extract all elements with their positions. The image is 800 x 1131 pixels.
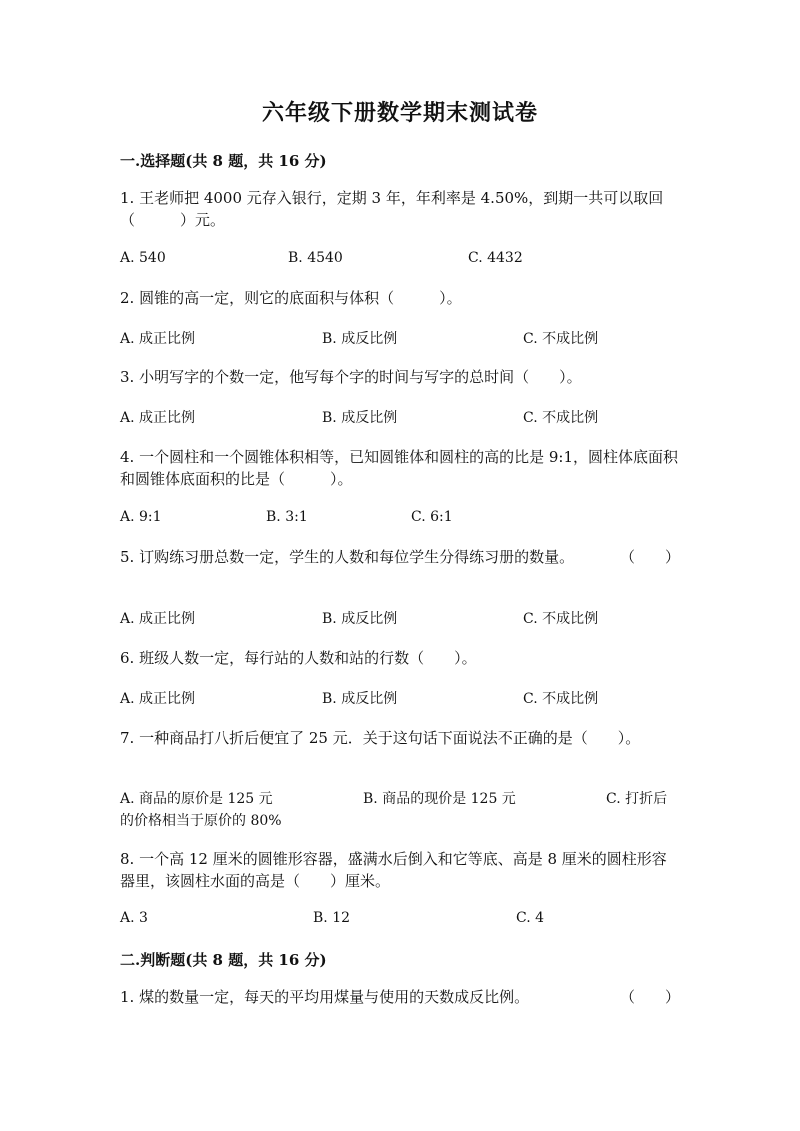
judge-1-text: 1. 煤的数量一定，每天的平均用煤量与使用的天数成反比例。 <box>120 988 530 1006</box>
option-c[interactable]: C. 不成比例 <box>523 691 599 707</box>
question-1-text: 1. 王老师把 4000 元存入银行，定期 3 年，年利率是 4.50%，到期一共可以取回（ ）元。 <box>120 189 664 229</box>
question-3-text: 3. 小明写字的个数一定，他写每个字的时间与写字的总时间（ ）。 <box>120 368 582 386</box>
page-title: 六年级下册数学期末测试卷 <box>261 100 538 126</box>
question-4-text: 4. 一个圆柱和一个圆锥体积相等，已知圆锥体和圆柱的高的比是 9:1，圆柱体底面积和圆锥体底面积的比是（ ）。 <box>120 448 678 488</box>
option-c[interactable]: C. 打折后 <box>606 791 668 807</box>
option-b[interactable]: B. 成反比例 <box>322 691 398 707</box>
option-a[interactable]: A. 9:1 <box>120 509 162 525</box>
option-c[interactable]: C. 不成比例 <box>523 410 599 426</box>
question-4-options <box>120 509 680 531</box>
option-b[interactable]: B. 3:1 <box>266 509 308 525</box>
option-a[interactable]: A. 540 <box>120 250 166 266</box>
answer-paren[interactable]: （ ） <box>619 988 680 1006</box>
option-a[interactable]: A. 成正比例 <box>120 331 196 347</box>
option-b[interactable]: B. 成反比例 <box>322 611 398 627</box>
option-a[interactable]: A. 成正比例 <box>120 691 196 707</box>
option-c[interactable]: C. 4432 <box>468 250 523 266</box>
option-c[interactable]: C. 不成比例 <box>523 611 599 627</box>
question-2-options <box>120 328 680 350</box>
option-b[interactable]: B. 成反比例 <box>322 410 398 426</box>
option-c-continuation: 的价格相当于原价的 80% <box>120 813 282 829</box>
section-heading-choice: 一.选择题(共 8 题，共 16 分) <box>120 152 327 170</box>
option-a[interactable]: A. 成正比例 <box>120 410 196 426</box>
option-a[interactable]: A. 商品的原价是 125 元 <box>120 791 273 807</box>
question-5-text: 5. 订购练习册总数一定，学生的人数和每位学生分得练习册的数量。 <box>120 548 575 566</box>
judge-1-row <box>120 986 680 1008</box>
option-b[interactable]: B. 成反比例 <box>322 331 398 347</box>
option-c[interactable]: C. 6:1 <box>411 509 453 525</box>
option-b[interactable]: B. 4540 <box>288 250 343 266</box>
answer-paren[interactable]: （ ） <box>619 548 680 566</box>
option-c[interactable]: C. 不成比例 <box>523 331 599 347</box>
question-7-text: 7. 一种商品打八折后便宜了 25 元．关于这句话下面说法不正确的是（ ）。 <box>120 729 641 747</box>
question-8-options <box>120 910 680 932</box>
question-5-row <box>120 546 680 568</box>
question-5-options <box>120 608 680 630</box>
question-3-options <box>120 407 680 429</box>
question-2-text: 2. 圆锥的高一定，则它的底面积与体积（ ）。 <box>120 289 462 307</box>
option-b[interactable]: B. 商品的现价是 125 元 <box>363 791 516 807</box>
question-6-options <box>120 688 680 710</box>
question-8-text: 8. 一个高 12 厘米的圆锥形容器，盛满水后倒入和它等底、高是 8 厘米的圆柱形容器里，该圆柱水面的高是（ ）厘米。 <box>120 850 667 890</box>
question-7-options <box>120 788 680 832</box>
question-1-options <box>120 250 680 272</box>
question-6-text: 6. 班级人数一定，每行站的人数和站的行数（ ）。 <box>120 649 477 667</box>
option-c[interactable]: C. 4 <box>516 910 545 926</box>
section-heading-judge: 二.判断题(共 8 题，共 16 分) <box>120 951 327 969</box>
option-a[interactable]: A. 3 <box>120 910 148 926</box>
option-a[interactable]: A. 成正比例 <box>120 611 196 627</box>
option-b[interactable]: B. 12 <box>313 910 351 926</box>
